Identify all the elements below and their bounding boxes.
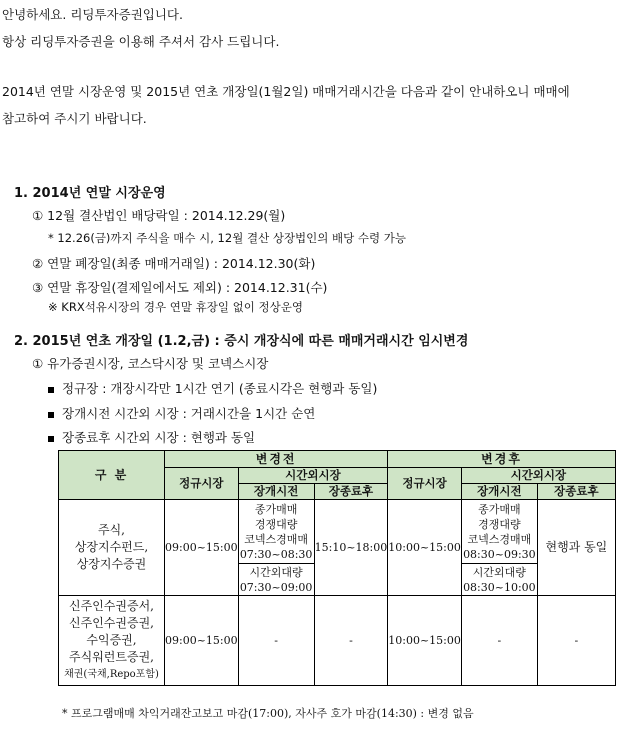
row2-category: 신주인수권증서, 신주인수권증권, 수익증권, 주식워런트증권, 채권(국채,Repo포함)	[59, 596, 165, 686]
section1-item-2: ② 연말 폐장일(최종 매매거래일) : 2014.12.30(화)	[32, 256, 316, 271]
header-before: 변경전	[165, 451, 388, 468]
header-after-pre: 장개시전	[461, 484, 537, 500]
intro-line-4: 참고하여 주시기 바랍니다.	[2, 111, 147, 126]
header-before-post: 장종료후	[314, 484, 388, 500]
header-category: 구 분	[59, 451, 165, 500]
bullet-text: 장개시전 시간외 시장 : 거래시간을 1시간 순연	[62, 406, 316, 421]
row2-before-regular: 09:00~15:00	[165, 596, 239, 686]
section1-item-1-note: * 12.26(금)까지 주식을 매수 시, 12월 결산 상장법인의 배당 수령 가능	[48, 231, 406, 245]
row1-before-regular: 09:00~15:00	[165, 500, 239, 596]
header-before-regular: 정규시장	[165, 468, 239, 500]
section1-item-1: ① 12월 결산법인 배당락일 : 2014.12.29(월)	[32, 208, 286, 223]
intro-line-3: 2014년 연말 시장운영 및 2015년 연초 개장일(1월2일) 매매거래시간을 다음과 같이 안내하오니 매매에	[2, 84, 570, 99]
table-footnote: * 프로그램매매 차익거래잔고보고 마감(17:00), 자사주 호가 마감(14:30) : 변경 없음	[62, 707, 474, 720]
row2-after-post: -	[537, 596, 615, 686]
row2-after-regular: 10:00~15:00	[388, 596, 462, 686]
bullet-icon	[48, 387, 54, 393]
section2-bullet-2	[48, 404, 315, 422]
header-after: 변경후	[388, 451, 616, 468]
row1-before-pre-b: 시간외대량 07:30~09:00	[239, 565, 313, 594]
row1-before-post: 15:10~18:00	[314, 500, 388, 596]
header-before-pre: 장개시전	[238, 484, 314, 500]
section1-item-3: ③ 연말 휴장일(결제일에서도 제외) : 2014.12.31(수)	[32, 280, 328, 295]
row1-after-regular: 10:00~15:00	[388, 500, 462, 596]
header-before-afterhours: 시간외시장	[238, 468, 388, 484]
section2-title: 2. 2015년 연초 개장일 (1.2,금) : 증시 개장식에 따른 매매거래시간 임시변경	[14, 334, 469, 349]
row1-after-pre-b: 시간외대량 08:30~10:00	[463, 565, 536, 594]
bullet-icon	[48, 436, 54, 442]
schedule-table	[58, 450, 616, 686]
intro-line-2: 항상 리딩투자증권을 이용해 주셔서 감사 드립니다.	[2, 34, 280, 49]
section2-bullet-1	[48, 379, 377, 397]
bullet-text: 장종료후 시간외 시장 : 현행과 동일	[62, 430, 256, 445]
row1-after-pre-a: 종가매매 경쟁대량 코넥스경매매 08:30~09:30	[461, 500, 537, 564]
row1-after-post: 현행과 동일	[537, 500, 615, 596]
row1-category: 주식, 상장지수펀드, 상장지수증권	[59, 500, 165, 596]
row2-after-pre: -	[461, 596, 537, 686]
header-after-post: 장종료후	[537, 484, 615, 500]
section2-subtitle: ① 유가증권시장, 코스닥시장 및 코넥스시장	[32, 356, 269, 371]
section1-item-3-note: ※ KRX석유시장의 경우 연말 휴장일 없이 정상운영	[48, 300, 303, 314]
bullet-text: 정규장 : 개장시각만 1시간 연기 (종료시각은 현행과 동일)	[62, 381, 378, 396]
row1-before-pre-a: 종가매매 경쟁대량 코넥스경매매 07:30~08:30	[238, 500, 314, 564]
header-after-regular: 정규시장	[388, 468, 462, 500]
section1-title: 1. 2014년 연말 시장운영	[14, 186, 166, 201]
header-after-afterhours: 시간외시장	[461, 468, 615, 484]
section2-bullet-3	[48, 428, 255, 446]
row2-before-post: -	[314, 596, 388, 686]
row2-before-pre: -	[238, 596, 314, 686]
bullet-icon	[48, 412, 54, 418]
intro-line-1: 안녕하세요. 리딩투자증권입니다.	[2, 7, 183, 22]
